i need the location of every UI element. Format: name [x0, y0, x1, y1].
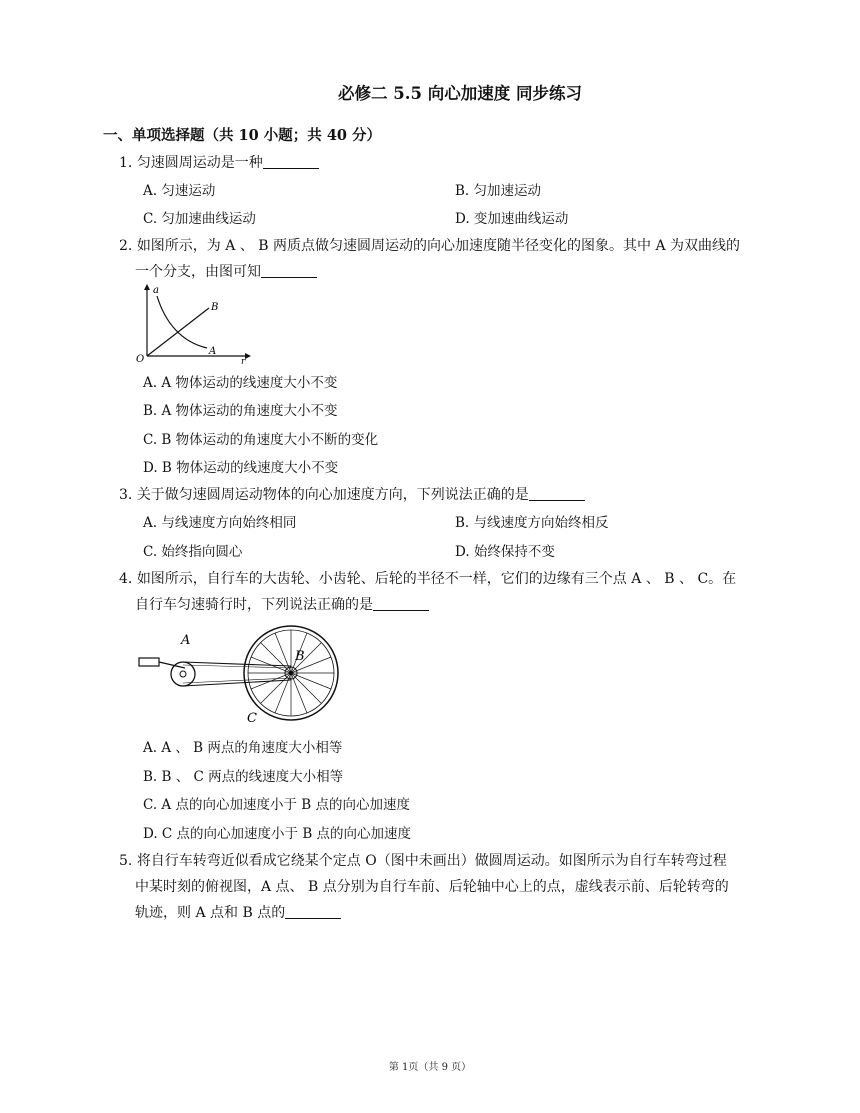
section-heading: 一、单项选择题（共 10 小题；共 40 分） [103, 127, 382, 144]
acceleration-radius-graph [133, 282, 253, 364]
answer-blank [263, 154, 319, 169]
option-c: C. A 点的向心加速度小于 B 点的向心加速度 [143, 797, 410, 813]
option-d: D. 变加速曲线运动 [455, 211, 569, 227]
question-stem-line2: 中某时刻的俯视图，A 点、 B 点分别为自行车前、后轮轴中心上的点，虚线表示前、后轮转弯的 [135, 879, 729, 895]
point-label-a: A [181, 633, 191, 648]
option-c: C. 匀加速曲线运动 [143, 211, 256, 227]
option-a: A. A 、 B 两点的角速度大小相等 [143, 740, 343, 756]
question-stem: 关于做匀速圆周运动物体的向心加速度方向，下列说法正确的是 [136, 487, 529, 503]
origin-label: O [136, 354, 145, 364]
answer-blank [261, 263, 317, 278]
point-label-b: B [295, 649, 305, 664]
option-b: B. 匀加速运动 [455, 183, 542, 199]
axis-label-a: a [153, 285, 159, 296]
answer-blank [373, 596, 429, 611]
option-a: A. 与线速度方向始终相同 [143, 515, 297, 531]
question-1 [119, 150, 764, 176]
option-c: C. 始终指向圆心 [143, 544, 243, 560]
page-footer: 第 1页（共 9 页） [388, 1062, 472, 1073]
question-stem-line1: 如图所示，为 A 、 B 两质点做匀速圆周运动的向心加速度随半径变化的图象。其中 A 为双曲线的 [136, 238, 741, 254]
point-label-c: C [247, 711, 257, 726]
question-stem-line2: 自行车匀速骑行时，下列说法正确的是 [135, 597, 373, 613]
question-stem-line1: 如图所示，自行车的大齿轮、小齿轮、后轮的半径不一样，它们的边缘有三个点 A 、 B 、 C。在 [136, 571, 737, 587]
option-b: B. 与线速度方向始终相反 [455, 515, 609, 531]
question-number: 5. [119, 853, 133, 869]
page-title: 必修二 5.5 向心加速度 同步练习 [338, 84, 582, 103]
bicycle-wheel-figure [137, 624, 347, 726]
answer-blank [285, 904, 341, 919]
option-d: D. C 点的向心加速度小于 B 点的向心加速度 [143, 826, 412, 842]
curve-label-a: A [209, 346, 217, 357]
question-stem-line2: 一个分支，由图可知 [135, 264, 261, 280]
question-stem-line3: 轨迹，则 A 点和 B 点的 [135, 905, 286, 921]
option-b: B. A 物体运动的角速度大小不变 [143, 403, 338, 419]
option-a: A. 匀速运动 [143, 183, 216, 199]
question-stem: 匀速圆周运动是一种 [136, 155, 263, 171]
question-number: 4. [119, 571, 133, 587]
question-stem-line1: 将自行车转弯近似看成它绕某个定点 O（图中未画出）做圆周运动。如图所示为自行车转弯过程 [136, 853, 727, 869]
option-d: D. B 物体运动的线速度大小不变 [143, 460, 339, 476]
option-a: A. A 物体运动的线速度大小不变 [143, 375, 338, 391]
question-number: 3. [119, 487, 133, 503]
option-b: B. B 、 C 两点的线速度大小相等 [143, 769, 344, 785]
line-label-b: B [211, 302, 219, 313]
option-c: C. B 物体运动的角速度大小不断的变化 [143, 432, 379, 448]
option-d: D. 始终保持不变 [455, 544, 555, 560]
question-number: 2. [119, 238, 133, 254]
question-5 [119, 848, 764, 926]
question-4 [119, 566, 764, 618]
question-3 [119, 482, 764, 508]
axis-label-r: r [241, 357, 246, 364]
question-number: 1. [119, 155, 133, 171]
answer-blank [529, 486, 585, 501]
question-2 [119, 233, 764, 285]
